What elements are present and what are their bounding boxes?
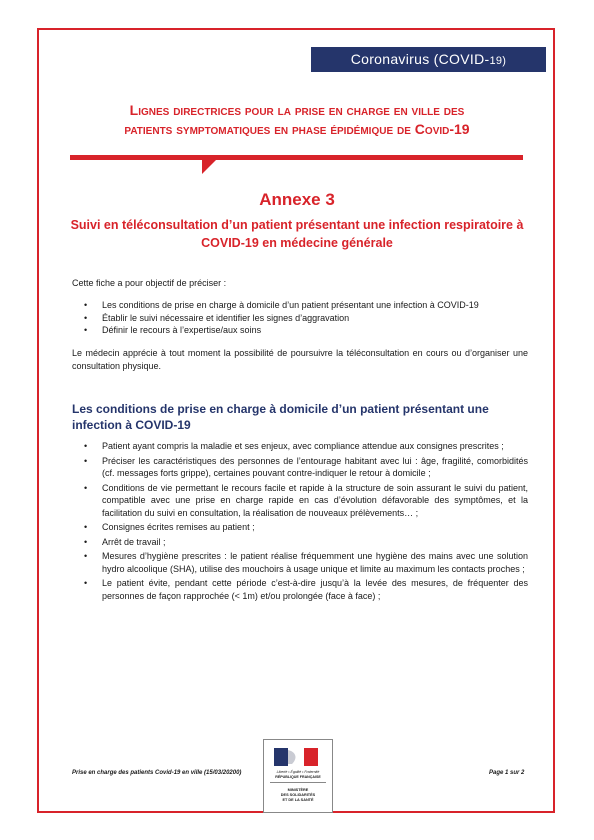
title-rule-left xyxy=(70,155,193,160)
list-item-text: Arrêt de travail ; xyxy=(102,536,166,547)
title-line-1: Lignes directrices pour la prise en charge en ville des xyxy=(129,102,465,118)
document-title xyxy=(60,101,534,139)
footer-document-info: Prise en charge des patients Covid-19 en ville (15/03/20200) xyxy=(72,770,242,776)
list-item: • Patient ayant compris la maladie et ses enjeux, avec compliance attendue aux consignes prescrites ; xyxy=(84,441,504,451)
section-heading: Les conditions de prise en charge à domicile d’un patient présentant une infection à COVID-19 xyxy=(72,402,489,432)
logo-motto: Liberté • Égalité • Fraternité xyxy=(276,770,320,774)
covid-banner xyxy=(311,47,546,72)
list-item-text: Le patient évite, pendant cette période c’est-à-dire jusqu’à la levée des mesures, de fréquenter des personnes de façon rapprochée (< 1m) et/ou prolongée (face à face) ; xyxy=(102,578,528,601)
title-line-2: patients symptomatiques en phase épidémique de Covid-19 xyxy=(124,121,470,137)
list-item-text: Consignes écrites remises au patient ; xyxy=(102,522,255,532)
list-item: • Consignes écrites remises au patient ; xyxy=(84,522,255,532)
list-item-text: Préciser les caractéristiques des personnes de l’entourage habitant avec lui : âge, fragilité, comorbidités (cf. messages forts grippe), certaines pouvant contre-indiquer le retour à domicile ; xyxy=(102,455,528,478)
logo-divider xyxy=(270,782,326,783)
intro-text: Cette fiche a pour objectif de préciser : xyxy=(72,278,227,288)
section-list xyxy=(72,440,528,604)
annexe-heading: Annexe 3 xyxy=(259,190,335,209)
ministry-line: DES SOLIDARITÉS xyxy=(280,793,316,797)
list-item-text: Établir le suivi nécessaire et identifier les signes d’aggravation xyxy=(102,312,350,323)
footer-page-number: Page 1 sur 2 xyxy=(489,770,525,776)
list-item-text: Définir le recours à l’expertise/aux soins xyxy=(102,325,262,335)
title-rule-right xyxy=(212,155,523,160)
list-item: • Les conditions de prise en charge à domicile d’un patient présentant une infection à COVID-19 xyxy=(84,300,479,310)
ministry-logo xyxy=(263,739,333,813)
list-item: • Définir le recours à l’expertise/aux soins xyxy=(84,325,262,335)
list-item: • Mesures d’hygiène prescrites : le patient réalise fréquemment une hygiène des mains avec une solution hydro alcoolique (SHA), utilise des mouchoirs à usage unique et limite au maximum les contacts proches ; xyxy=(84,551,528,574)
list-item-text: Conditions de vie permettant le recours facile et rapide à la structure de soin assurant le suivi du patient, compatible avec une prise en charge rapide en cas d’évolution défavorable des symptômes, et la facilitation du suivi en consultation, la réalisation de nouveaux prélèvements… ; xyxy=(102,482,528,518)
list-item: • Le patient évite, pendant cette période c’est-à-dire jusqu’à la levée des mesures, de fréquenter des personnes de façon rapprochée (< 1m) et/ou prolongée (face à face) ; xyxy=(84,578,528,601)
ministry-line: MINISTÈRE xyxy=(287,788,309,792)
speech-notch-icon xyxy=(190,152,216,178)
ministry-line: ET DE LA SANTÉ xyxy=(282,798,314,802)
list-item: • Établir le suivi nécessaire et identifier les signes d’aggravation xyxy=(84,312,350,323)
list-item-text: Patient ayant compris la maladie et ses enjeux, avec compliance attendue aux consignes prescrites ; xyxy=(102,441,504,451)
intro-list xyxy=(72,299,528,337)
paragraph-text: Le médecin apprécie à tout moment la possibilité de poursuivre la téléconsultation en cours ou d’organiser une consultation physique. xyxy=(72,348,528,371)
banner-text-small: 19) xyxy=(489,55,507,67)
subtitle-line-1: Suivi en téléconsultation d’un patient présentant une infection respiratoire à xyxy=(70,218,524,232)
annexe-subtitle xyxy=(65,216,529,252)
list-item: • Arrêt de travail ; xyxy=(84,536,166,547)
list-item: • Conditions de vie permettant le recours facile et rapide à la structure de soin assurant le suivi du patient, compatible avec une prise en charge rapide en cas d’évolution défavorable des symptômes, et la facilitation du suivi en consultation, la réalisation de nouveaux prélèvements… ; xyxy=(84,482,528,518)
subtitle-line-2: COVID-19 en médecine générale xyxy=(201,236,393,250)
logo-ministry xyxy=(264,788,332,803)
list-item: • Préciser les caractéristiques des personnes de l’entourage habitant avec lui : âge, fragilité, comorbidités (cf. messages forts grippe), certaines pouvant contre-indiquer le retour à domicile ; xyxy=(84,455,528,478)
list-item-text: Les conditions de prise en charge à domicile d’un patient présentant une infection à COVID-19 xyxy=(102,300,479,310)
list-item-text: Mesures d’hygiène prescrites : le patient réalise fréquemment une hygiène des mains avec une solution hydro alcoolique (SHA), utilise des mouchoirs à usage unique et limite au maximum les contacts proches ; xyxy=(102,551,528,574)
marianne-flag-icon xyxy=(274,746,322,768)
logo-republic: RÉPUBLIQUE FRANÇAISE xyxy=(275,775,321,779)
banner-text: Coronavirus (COVID- xyxy=(350,51,490,67)
